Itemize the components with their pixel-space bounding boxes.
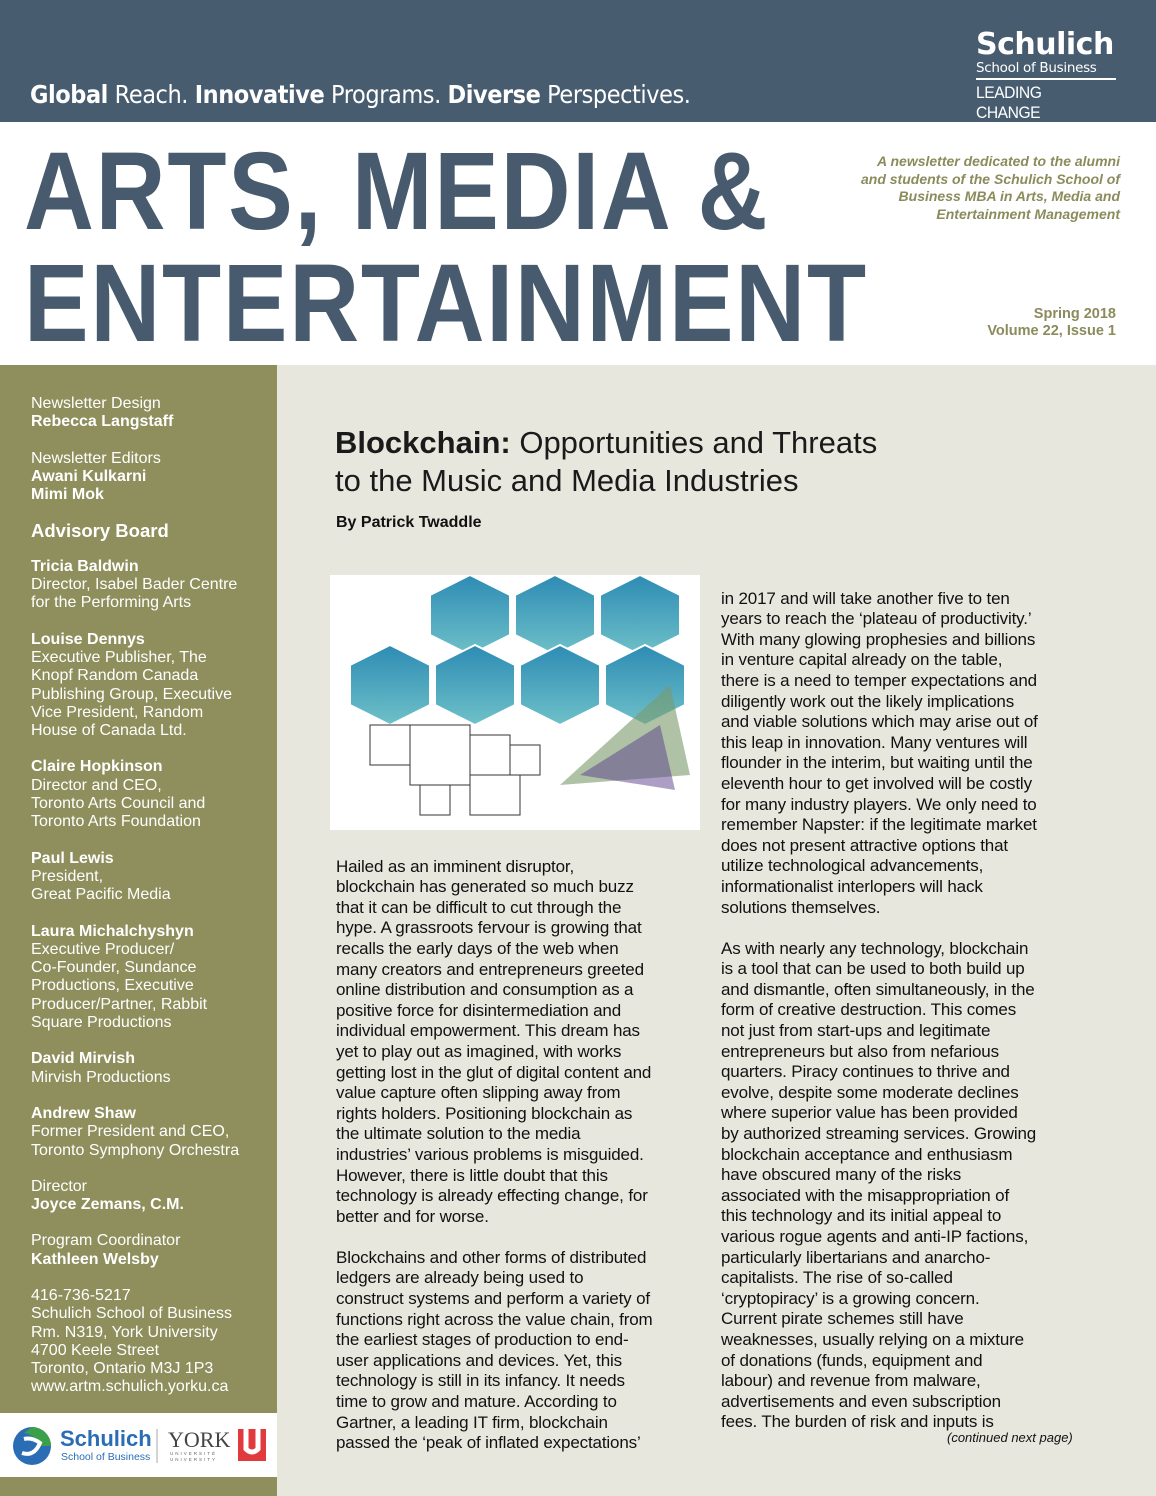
board-member: [31, 1050, 277, 1087]
board-member-name: Louise Dennys: [31, 630, 145, 648]
article-title: Blockchain: Opportunities and Threats to the Music and Media Industries: [335, 425, 878, 498]
article-column-right: in 2017 and will take another five to ten years to reach the ‘plateau of productivity.’ With many glowing prophesies and billions in venture capital already on the table, there is a need to temper expectations and diligently work out the likely implications and viable solutions which may arise out of this leap in innovation. Many ventures will flounder in the interim, but waiting until the eleventh hour to get involved will be costly for many industry players. We only need to remember Napster: if the legitimate market does not present attractive options that utilize technological advancements, informationalist interlopers will hack solutions themselves. As with nearly any technology, blockchain is a tool that can be used to both build up and dismantle, often simultaneously, in the form of creative destruction. This comes not just from start-ups and legitimate entrepreneurs but also from nefarious quarters. Piracy continues to thrive and evolve, despite some moderate declines where superior value has been provided by authorized streaming services. Growing blockchain acceptance and enthusiasm have obscured many of the risks associated with the misappropriation of this technology and its initial appeal to various rogue agents and anti-IP factions, particularly libertarians and anarcho- capitalists. The rise of so-called ‘cryptopiracy’ is a growing concern. Current pirate schemes still have weaknesses, usually relying on a mixture of donations (funds, equipment and labour) and revenue from malware, advertisements and even subscription fees. The burden of risk and inputs is: [721, 588, 1038, 1432]
article-column-left: Hailed as an imminent disruptor, blockchain has generated so much buzz that it can be difficult to cut through the hype. A grassroots fervour is growing that recalls the early days of the web when many creators and entrepreneurs greeted online distribution and consumption as a positive force for disintermediation and individual empowerment. This dream has yet to play out as imagined, with works getting lost in the glut of digital content and value capture often slipping away from rights holders. Positioning blockchain as the ultimate solution to the media industries’ various problems is misguided. However, there is little doubt that this technology is already effecting change, for better and for worse. Blockchains and other forms of distributed ledgers are already being used to construct systems and perform a variety of functions right across the value chain, from the earliest stages of production to end- user applications and devices. Yet, this technology is still in its infancy. It needs time to grow and mature. According to Gartner, a leading IT firm, blockchain passed the ‘peak of inflated expectations’: [336, 856, 653, 1453]
schulich-logo: [976, 27, 1116, 123]
board-member-name: Laura Michalchyshyn: [31, 922, 194, 940]
byline: By Patrick Twaddle: [336, 514, 482, 531]
hexagon-network-image-icon: [330, 575, 700, 830]
york-subtitle: UNIVERSITÉ UNIVERSITY: [170, 1451, 218, 1462]
board-member: [31, 923, 277, 1033]
board-member: [31, 758, 277, 831]
board-member-name: Claire Hopkinson: [31, 758, 163, 776]
york-wordmark: YORK: [168, 1427, 231, 1452]
board-member: [31, 850, 277, 905]
sidebar: Newsletter Design Rebecca Langstaff Newsletter Editors Awani Kulkarni Mimi Mok Advisory Board Tricia Baldwin Director, Isabel Bader Centre for the Performing Arts Louise Dennys Executive Publisher, The Knopf Random Canada Publishing Group, Executive Vice President, Random House of Canada Ltd. Claire Hopkinson Director and CEO, Toronto Arts Council and Toronto Arts Foundation Paul Lewis President, Great Pacific Media Laura Michalchyshyn Executive Producer/ Co-Founder, Sundance Productions, Executive Producer/Partner, Rabbit Square Productions David Mirvish Mirvish Productions Andrew Shaw Former President and CEO, Toronto Symphony Orchestra Director Joyce Zemans, C.M. Program Coordinator Kathleen Welsby 416-736-5217 Schulich School of Business Rm. N319, York University 4700 Keele Street Toronto, Ontario M3J 1P3 www.artm.schulich.yorku.ca: [0, 365, 277, 1496]
board-member: [31, 631, 277, 741]
blockchain-illustration: [330, 575, 700, 830]
logo-motto: LEADING CHANGE: [976, 83, 1042, 122]
board-member-name: David Mirvish: [31, 1050, 136, 1068]
logo-name: Schulich: [976, 27, 1114, 62]
board-member-name: Andrew Shaw: [31, 1104, 136, 1122]
newsletter-description: A newsletter dedicated to the alumni and students of the Schulich School of Business MBA in Arts, Media and Entertainment Management: [860, 153, 1120, 222]
tagline: Global Reach. Innovative Programs. Diverse Perspectives.: [30, 80, 691, 109]
university-logos: [0, 1413, 277, 1477]
board-member-role: Former President and CEO, Toronto Symphony Orchestra: [31, 1123, 240, 1159]
issue-info: Spring 2018 Volume 22, Issue 1: [987, 306, 1116, 339]
board-member-role: Executive Publisher, The Knopf Random Canada Publishing Group, Executive Vice President, Random House of Canada Ltd.: [31, 648, 232, 740]
board-member-name: Tricia Baldwin: [31, 557, 139, 575]
masthead-title: ARTS, MEDIA & ENTERTAINMENT: [24, 130, 868, 365]
board-member-role: Mirvish Productions: [31, 1068, 171, 1086]
board-member-name: Paul Lewis: [31, 849, 114, 867]
board-member: [31, 1105, 277, 1160]
schulich-subtitle: School of Business: [61, 1451, 151, 1463]
schulich-wordmark: Schulich: [60, 1426, 152, 1451]
board-member-role: Director and CEO, Toronto Arts Council and Toronto Arts Foundation: [31, 776, 206, 831]
board-member-role: Director, Isabel Bader Centre for the Performing Arts: [31, 576, 238, 612]
board-member-role: Executive Producer/ Co-Founder, Sundance Productions, Executive Producer/Partner, Rabbit Square Productions: [31, 940, 208, 1032]
logo-sub: School of Business: [976, 60, 1116, 80]
advisory-heading: Advisory Board: [31, 520, 169, 542]
contact-info: 416-736-5217 Schulich School of Business Rm. N319, York University 4700 Keele Street Toronto, Ontario M3J 1P3 www.artm.schulich.yorku.ca: [31, 1286, 232, 1396]
board-member: [31, 558, 277, 613]
continued-note: (continued next page): [947, 1430, 1073, 1445]
board-member-role: President, Great Pacific Media: [31, 867, 171, 904]
